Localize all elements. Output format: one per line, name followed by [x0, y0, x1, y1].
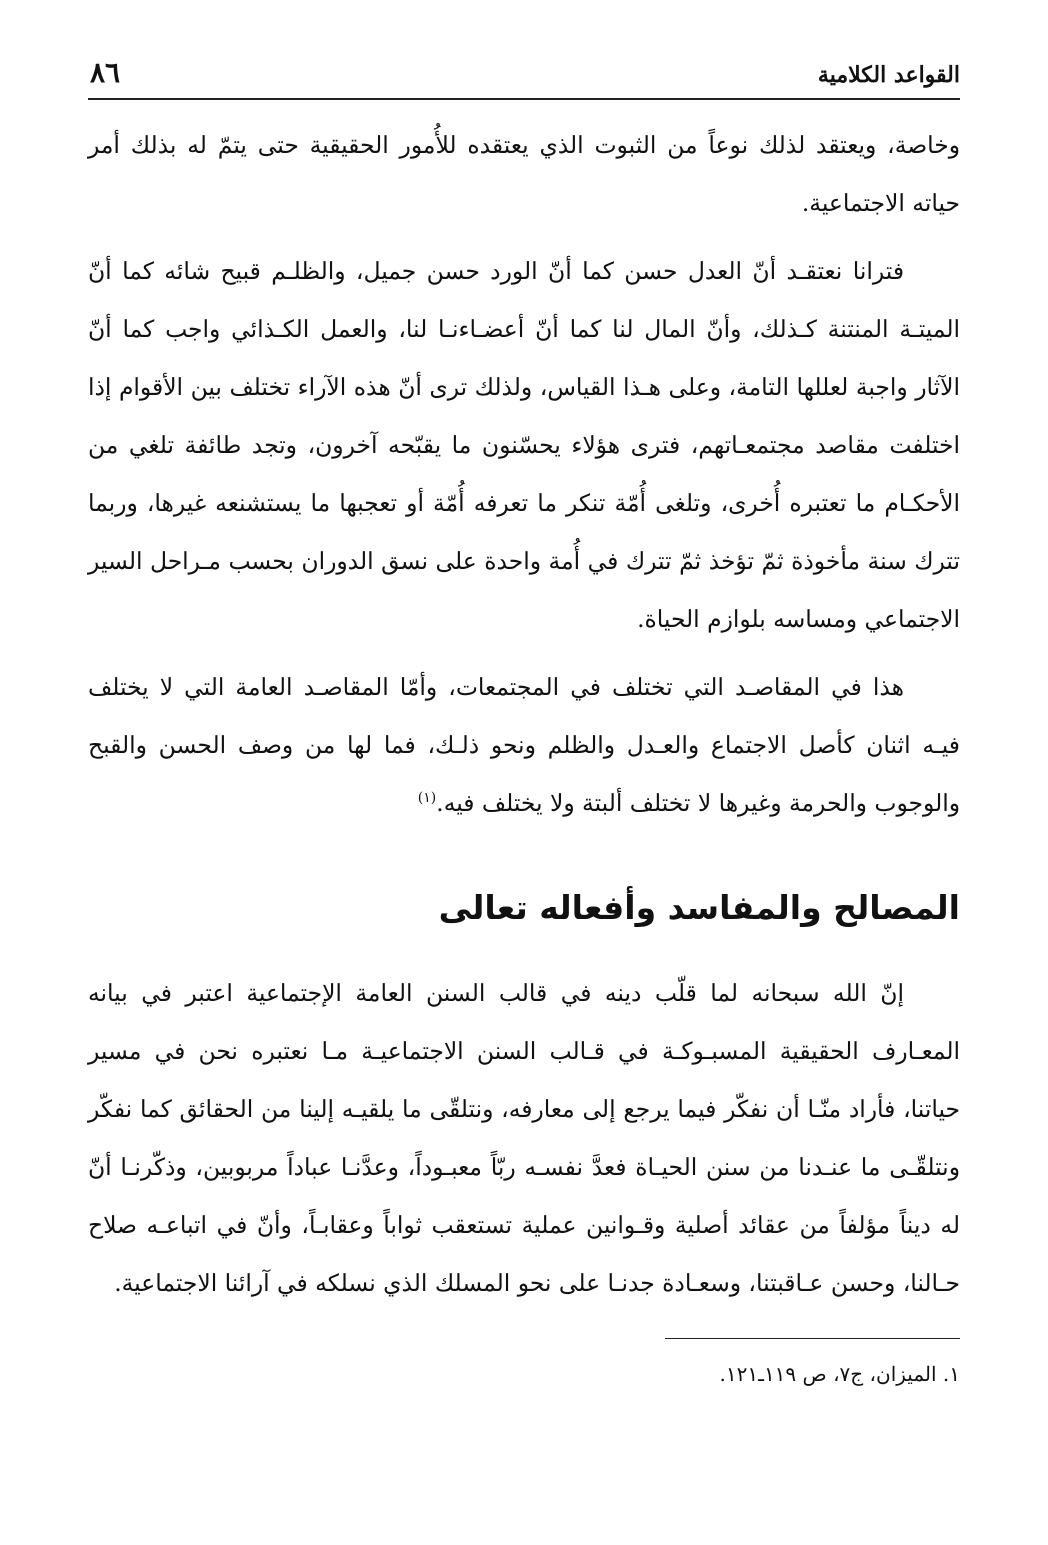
header-title: القواعد الكلامية	[817, 62, 960, 88]
paragraph-continued: وخاصة، ويعتقد لذلك نوعاً من الثبوت الذي يعتقده للأُمور الحقيقية حتى يتمّ له بذلك أمر حياته الاجتماعية.	[88, 131, 960, 217]
running-header	[88, 40, 960, 100]
page-number: ٨٦	[90, 56, 121, 89]
footnote-divider	[665, 1338, 960, 1339]
footnote-reference: (١)	[417, 790, 437, 807]
document-page	[88, 40, 960, 1520]
footnote: ١. الميزان، ج٧، ص ١١٩ـ١٢١.	[719, 1362, 960, 1386]
section-heading: المصالح والمفاسد وأفعاله تعالى	[438, 888, 960, 927]
paragraph: إنّ الله سبحانه لما قلّب دينه في قالب السنن العامة الإجتماعية اعتبر في بيانه المعـارف الحقيقية المسبـوكـة في قـالب السنن الاجتماعيـة مـا نعتبره نحن في مسير حياتنا، فأراد منّـا أن نفكّر فيما يرجع إلى معارفه، ونتلقّى ما يلقيـه إلينا من الحقائق كما نفكّر ونتلقّـى ما عنـدنا من سنن الحيـاة فعدَّ نفسـه ربّاً معبـوداً، وعدَّنـا عباداً مربوبين، وذكّرنـا أنّ له ديناً مؤلفاً من عقائد أصلية وقـوانين عملية تستعقب ثواباً وعقابـاً، وأنّ في اتباعـه صلاح حـالنا، وحسن عـاقبتنا، وسعـادة جدنـا على نحو المسلك الذي نسلكه في آرائنا الاجتماعية.	[88, 979, 960, 1297]
paragraph: فترانا نعتقـد أنّ العدل حسن كما أنّ الورد حسن جميل، والظلـم قبيح شائه كما أنّ الميتـة المنتنة كـذلك، وأنّ المال لنا كما أنّ أعضـاءنـا لنا، والعمل الكـذائي واجب كما أنّ الآثار واجبة لعللها التامة، وعلى هـذا القياس، ولذلك ترى أنّ هذه الآراء تختلف بين الأقوام إذا اختلفت مقاصد مجتمعـاتهم، فترى هؤلاء يحسّنون ما يقبّحه آخرون، وتجد طائفة تلغي من الأحكـام ما تعتبره أُخرى، وتلغى أُمّة تنكر ما تعرفه أُمّة أو تعجبها ما يستشنعه غيرها، وربما تترك سنة مأخوذة ثمّ تؤخذ ثمّ تترك في أُمة واحدة على نسق الدوران بحسب مـراحل السير الاجتماعي ومساسه بلوازم الحياة.	[88, 257, 960, 633]
paragraph-text: هذا في المقاصـد التي تختلف في المجتمعات، وأمّا المقاصـد العامة التي لا يختلف فيـه اثنان كأصل الاجتماع والعـدل والظلم ونحو ذلـك، فما لها من وصف الحسن والقبح والوجوب والحرمة وغيرها لا تختلف ألبتة ولا يختلف فيه.	[88, 673, 960, 817]
page-body	[88, 116, 960, 1389]
paragraph-with-footnote	[88, 658, 960, 832]
